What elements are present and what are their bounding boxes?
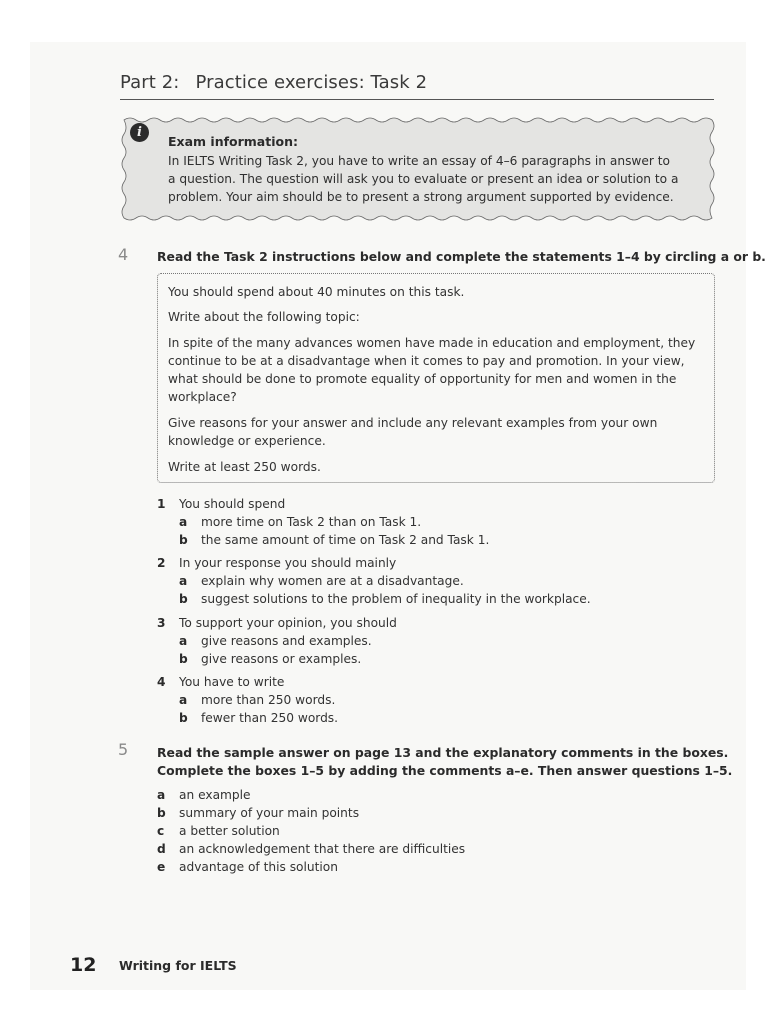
list-item xyxy=(157,804,465,822)
task-topic-line: continue to be at a disadvantage when it comes to pay and promotion. In your view, xyxy=(168,354,685,368)
item-text: an acknowledgement that there are difficulties xyxy=(179,842,466,856)
instruction-line: Complete the boxes 1–5 by adding the comments a–e. Then answer questions 1–5. xyxy=(157,763,733,778)
item-letter: b xyxy=(157,806,166,820)
option-b[interactable] xyxy=(179,590,591,608)
item-text: advantage of this solution xyxy=(179,860,338,874)
option-text: give reasons or examples. xyxy=(201,652,362,666)
option-a[interactable] xyxy=(179,691,335,709)
task-reasons-line: Give reasons for your answer and include any relevant examples from your own xyxy=(168,416,658,430)
info-line: a question. The question will ask you to evaluate or present an idea or solution to a xyxy=(168,172,679,186)
item-letter: a xyxy=(157,788,166,802)
question-stem: You should spend xyxy=(179,497,286,511)
option-text: the same amount of time on Task 2 and Task 1. xyxy=(201,533,490,547)
option-letter: b xyxy=(179,711,188,725)
list-item xyxy=(157,822,465,840)
option-letter: b xyxy=(179,533,188,547)
option-text: explain why women are at a disadvantage. xyxy=(201,574,464,588)
task-reasons-line: knowledge or experience. xyxy=(168,434,326,448)
page-number: 12 xyxy=(70,954,97,976)
option-text: fewer than 250 words. xyxy=(201,711,339,725)
task-topic-line: what should be done to promote equality of opportunity for men and women in the xyxy=(168,372,677,386)
exercise-5-number: 5 xyxy=(118,740,129,759)
info-line: In IELTS Writing Task 2, you have to write an essay of 4–6 paragraphs in answer to xyxy=(168,154,671,168)
exercise-4-number: 4 xyxy=(118,245,129,264)
option-text: more than 250 words. xyxy=(201,693,336,707)
list-item xyxy=(157,840,465,858)
exercise-4-instruction: Read the Task 2 instructions below and complete the statements 1–4 by circling a or b. xyxy=(157,249,766,264)
option-b[interactable] xyxy=(179,709,338,727)
question-stem: To support your opinion, you should xyxy=(179,616,397,630)
exercise-5-instruction xyxy=(157,744,732,780)
option-text: more time on Task 2 than on Task 1. xyxy=(201,515,422,529)
instruction-line: Read the sample answer on page 13 and the explanatory comments in the boxes. xyxy=(157,745,729,760)
item-letter: c xyxy=(157,824,165,838)
item-text: a better solution xyxy=(179,824,280,838)
option-letter: b xyxy=(179,652,188,666)
question-number: 4 xyxy=(157,675,166,689)
task-word-count: Write at least 250 words. xyxy=(168,460,321,474)
option-b[interactable] xyxy=(179,650,361,668)
task-topic xyxy=(168,334,698,406)
question-number: 1 xyxy=(157,497,166,511)
part-number: Part 2: xyxy=(120,72,180,93)
option-letter: b xyxy=(179,592,188,606)
part-title-text: Practice exercises: Task 2 xyxy=(195,72,428,93)
info-text xyxy=(168,152,698,206)
task-instructions-box xyxy=(157,273,715,483)
info-heading: Exam information: xyxy=(168,134,298,149)
option-b[interactable] xyxy=(179,531,489,549)
task-time: You should spend about 40 minutes on this task. xyxy=(168,285,465,299)
question-stem: You have to write xyxy=(179,675,285,689)
list-item xyxy=(157,858,465,876)
question-number: 2 xyxy=(157,556,166,570)
question-number: 3 xyxy=(157,616,166,630)
task-topic-line: workplace? xyxy=(168,390,237,404)
item-text: an example xyxy=(179,788,251,802)
info-line: problem. Your aim should be to present a strong argument supported by evidence. xyxy=(168,190,674,204)
option-letter: a xyxy=(179,574,188,588)
list-item xyxy=(157,786,465,804)
option-text: give reasons and examples. xyxy=(201,634,372,648)
option-a[interactable] xyxy=(179,572,464,590)
item-text: summary of your main points xyxy=(179,806,360,820)
task-reasons xyxy=(168,414,698,450)
item-letter: d xyxy=(157,842,166,856)
option-letter: a xyxy=(179,634,188,648)
task-topic-label: Write about the following topic: xyxy=(168,310,360,324)
option-text: suggest solutions to the problem of inequality in the workplace. xyxy=(201,592,591,606)
comments-list xyxy=(157,786,465,876)
info-icon: i xyxy=(130,123,149,142)
task-topic-line: In spite of the many advances women have made in education and employment, they xyxy=(168,336,696,350)
exam-info-box xyxy=(120,114,716,224)
option-letter: a xyxy=(179,515,188,529)
option-a[interactable] xyxy=(179,632,372,650)
question-stem: In your response you should mainly xyxy=(179,556,397,570)
item-letter: e xyxy=(157,860,166,874)
option-letter: a xyxy=(179,693,188,707)
book-title: Writing for IELTS xyxy=(119,958,237,973)
page-title xyxy=(120,72,427,93)
option-a[interactable] xyxy=(179,513,421,531)
title-rule xyxy=(120,99,714,100)
